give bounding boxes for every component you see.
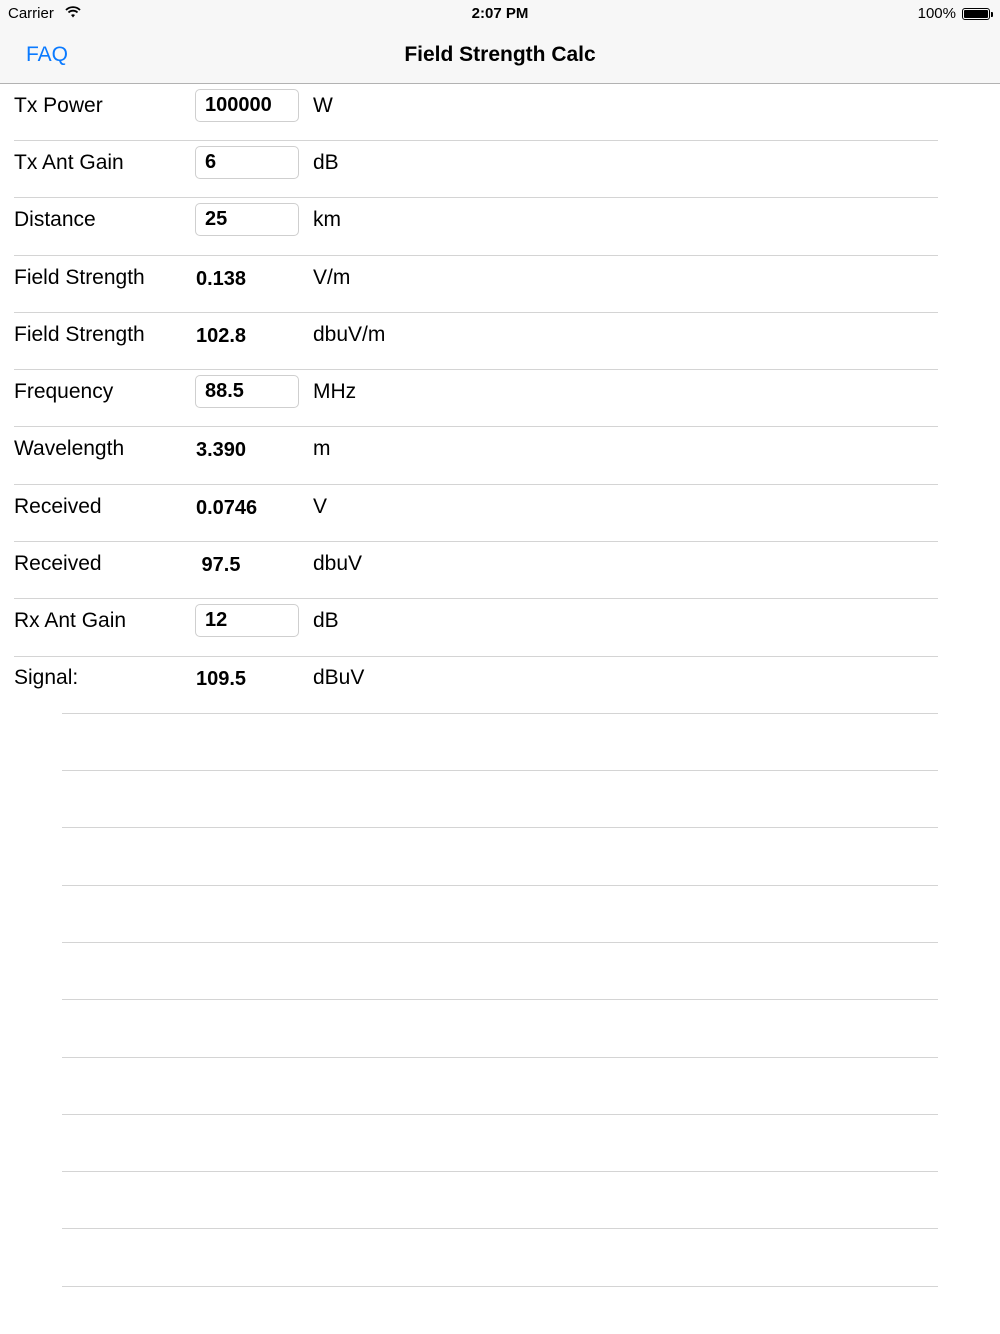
row-label: Rx Ant Gain <box>14 609 127 632</box>
row-divider <box>14 426 938 427</box>
row-divider <box>14 312 938 313</box>
row-field-strength-vm <box>0 256 938 313</box>
row-received-v <box>0 485 938 542</box>
row-divider <box>14 140 938 141</box>
battery-percent: 100% <box>917 5 956 22</box>
row-label: Distance <box>14 208 96 231</box>
row-field-strength-dbuvm <box>0 313 938 370</box>
row-divider <box>14 197 938 198</box>
row-divider <box>14 656 938 657</box>
row-unit: MHz <box>313 380 357 403</box>
wavelength-value: 3.390 <box>196 439 247 461</box>
row-unit: dB <box>313 151 339 174</box>
battery-icon <box>962 8 990 20</box>
row-divider <box>62 827 938 828</box>
row-unit: dbuV/m <box>313 323 386 346</box>
row-divider <box>14 541 938 542</box>
row-wavelength <box>0 427 938 484</box>
row-unit: V/m <box>313 266 351 289</box>
tx-power-input[interactable] <box>195 89 299 122</box>
row-unit: dBuV <box>313 666 365 689</box>
row-unit: m <box>313 437 331 460</box>
row-received-dbuv <box>0 542 938 599</box>
row-divider <box>14 369 938 370</box>
row-divider <box>62 1057 938 1058</box>
row-signal <box>0 656 938 713</box>
row-label: Signal: <box>14 666 79 689</box>
row-unit: V <box>313 495 328 518</box>
field-strength-dbuvm-value: 102.8 <box>196 325 247 347</box>
row-unit: W <box>313 94 333 117</box>
row-distance <box>0 198 938 255</box>
faq-button[interactable]: FAQ <box>26 43 69 66</box>
received-dbuv-value: 97.5 <box>196 554 241 576</box>
row-divider <box>14 598 938 599</box>
field-strength-vm-value: 0.138 <box>196 268 247 290</box>
navigation-bar <box>0 0 1000 84</box>
row-divider <box>62 770 938 771</box>
row-unit: dB <box>313 609 339 632</box>
row-label: Field Strength <box>14 266 145 289</box>
row-unit: km <box>313 208 341 231</box>
row-divider <box>62 1114 938 1115</box>
distance-input[interactable] <box>195 203 299 236</box>
row-label: Wavelength <box>14 437 125 460</box>
carrier-label: Carrier <box>8 5 54 22</box>
row-tx-ant-gain <box>0 141 938 198</box>
row-divider <box>62 1228 938 1229</box>
row-frequency <box>0 370 938 427</box>
row-label: Tx Power <box>14 94 103 117</box>
status-bar <box>0 0 1000 28</box>
row-rx-ant-gain <box>0 599 938 656</box>
frequency-input[interactable] <box>195 375 299 408</box>
signal-value: 109.5 <box>196 668 247 690</box>
row-tx-power <box>0 84 938 141</box>
row-divider <box>62 885 938 886</box>
row-label: Received <box>14 495 102 518</box>
row-divider <box>62 713 938 714</box>
page-title: Field Strength Calc <box>404 43 596 66</box>
battery-tip <box>991 12 993 17</box>
received-v-value: 0.0746 <box>196 497 258 519</box>
rx-ant-gain-input[interactable] <box>195 604 299 637</box>
status-time: 2:07 PM <box>471 5 529 22</box>
row-divider <box>62 1286 938 1287</box>
tx-ant-gain-input[interactable] <box>195 146 299 179</box>
row-divider <box>14 255 938 256</box>
row-divider <box>62 999 938 1000</box>
row-divider <box>62 1171 938 1172</box>
row-divider <box>14 484 938 485</box>
row-label: Field Strength <box>14 323 145 346</box>
row-label: Frequency <box>14 380 114 403</box>
row-label: Tx Ant Gain <box>14 151 124 174</box>
row-unit: dbuV <box>313 552 363 575</box>
row-label: Received <box>14 552 102 575</box>
row-divider <box>62 942 938 943</box>
